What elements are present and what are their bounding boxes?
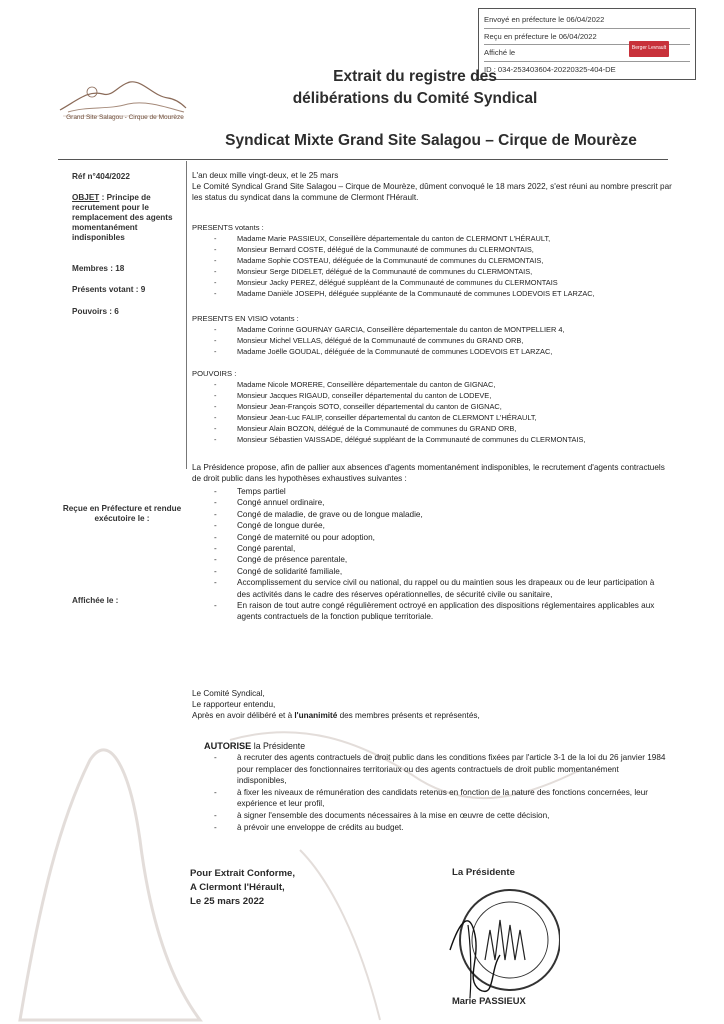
signatory-name: Marie PASSIEUX [452, 995, 526, 1006]
list-item: - Accomplissement du service civil ou national, du rappel ou du maintien sous les drapeaux ou de leur participation à des activités dans le cadre des réserves opérationnelles, de sécurité civile ou sanitaire, [192, 577, 672, 600]
reference-number: Réf n°404/2022 [72, 172, 130, 181]
visio-heading: PRESENTS EN VISIO votants : [192, 314, 299, 323]
extrait-line-2: A Clermont l'Hérault, [190, 882, 285, 893]
list-item: - Temps partiel [192, 486, 672, 497]
comite-line-1: Le Comité Syndical, [192, 689, 265, 698]
official-seal-icon [440, 880, 560, 1010]
intro-paragraph [192, 170, 672, 203]
list-item: - à recruter des agents contractuels de droit public dans les conditions fixées par l'article 3-1 de la loi du 26 janvier 1984 pour remplacer des fonctionnaires territoriaux ou des agents contractuels de droit public momentanément indisponibles, [192, 752, 672, 787]
proposition-paragraph: La Présidence propose, afin de pallier aux absences d'agents momentanément indisponibles, le recrutement d'agents contractuels de droit public dans les hypothèses exhaustives suivantes : [192, 463, 665, 483]
presents-section [192, 222, 672, 299]
list-item: - Monsieur Jean-Luc FALIP, conseiller départemental du canton de CLERMONT L'HÉRAULT, [192, 412, 672, 423]
berger-levrault-logo: Berger Levrault [629, 41, 669, 57]
visio-list [192, 324, 672, 357]
intro-text: Le Comité Syndical Grand Site Salagou – Cirque de Mourèze, dûment convoqué le 18 mars 2022, s'est réuni au nombre prescrit par les status du syndicat dans la commune de Clermont l'Hérault. [192, 182, 672, 202]
presents-count: Présents votant : 9 [72, 285, 146, 294]
list-item: - Madame Joëlle GOUDAL, déléguée de la Communauté de communes LODEVOIS ET LARZAC, [192, 346, 672, 357]
grand-site-logo [58, 70, 188, 132]
pouvoirs-list [192, 379, 672, 445]
pouvoirs-heading: POUVOIRS : [192, 369, 237, 378]
list-item: - Monsieur Alain BOZON, délégué de la Communauté de communes du GRAND ORB, [192, 423, 672, 434]
list-item: - Madame Sophie COSTEAU, déléguée de la Communauté de communes du CLERMONTAIS, [192, 255, 672, 266]
list-item: - Monsieur Jean-François SOTO, conseiller départemental du canton de GIGNAC, [192, 401, 672, 412]
list-item: - Monsieur Jacky PEREZ, délégué suppléant de la Communauté de communes du CLERMONTAIS [192, 277, 672, 288]
extrait-conforme [190, 867, 295, 909]
stamp-received: Reçu en préfecture le 06/04/2022 [484, 28, 690, 45]
cases-list [192, 486, 672, 623]
autorise-subject: la Présidente [251, 741, 306, 751]
recue-prefecture: Reçue en Préfecture et rendue exécutoire le : [62, 504, 182, 523]
header-rule [58, 159, 668, 160]
list-item: - Monsieur Jacques RIGAUD, conseiller départemental du canton de LODEVE, [192, 390, 672, 401]
autorise-section [192, 741, 672, 833]
autorise-heading [192, 741, 672, 752]
list-item: - Monsieur Sébastien VAISSADE, délégué suppléant de la Communauté de communes du CLERMONTAIS, [192, 434, 672, 445]
objet-label: OBJET [72, 193, 100, 202]
comite-pre: Après en avoir délibéré et à [192, 711, 295, 720]
list-item: - Congé de longue durée, [192, 520, 672, 531]
list-item: - Congé annuel ordinaire, [192, 497, 672, 508]
presents-heading: PRESENTS votants : [192, 223, 264, 232]
list-item: - Monsieur Michel VELLAS, délégué de la Communauté de communes du GRAND ORB, [192, 335, 672, 346]
list-item: - Madame Corinne GOURNAY GARCIA, Conseillère départementale du canton de MONTPELLIER 4, [192, 324, 672, 335]
membres-count: Membres : 18 [72, 264, 125, 273]
column-divider [186, 161, 187, 469]
comite-paragraph [192, 688, 672, 721]
visio-section [192, 313, 672, 357]
list-item: - Madame Danièle JOSEPH, déléguée suppléante de la Communauté de communes LODEVOIS ET LARZAC, [192, 288, 672, 299]
extrait-line-3: Le 25 mars 2022 [190, 896, 265, 907]
list-item: - Madame Nicole MORERE, Conseillère départementale du canton de GIGNAC, [192, 379, 672, 390]
document-title [250, 66, 580, 110]
logo-caption: Grand Site Salagou - Cirque de Mourèze [66, 114, 184, 121]
list-item: - Congé de présence parentale, [192, 554, 672, 565]
pouvoirs-count: Pouvoirs : 6 [72, 307, 119, 316]
list-item: - Monsieur Serge DIDELET, délégué de la Communauté de communes du CLERMONTAIS, [192, 266, 672, 277]
autorise-verb: AUTORISE [204, 741, 252, 751]
stamp-posted: Affiché le [484, 44, 690, 61]
list-item: - Congé parental, [192, 543, 672, 554]
list-item: - Monsieur Bernard COSTE, délégué de la Communauté de communes du CLERMONTAIS, [192, 244, 672, 255]
title-line-1: Extrait du registre des [333, 68, 497, 85]
comite-line-2: Le rapporteur entendu, [192, 700, 276, 709]
autorise-list [192, 752, 672, 833]
list-item: - à signer l'ensemble des documents nécessaires à la mise en œuvre de cette décision, [192, 810, 672, 822]
list-item: - Madame Marie PASSIEUX, Conseillère départementale du canton de CLERMONT L'HÉRAULT, [192, 233, 672, 244]
comite-post: des membres présents et représentés, [337, 711, 480, 720]
list-item: - Congé de solidarité familiale, [192, 566, 672, 577]
intro-date: L'an deux mille vingt-deux, et le 25 mars [192, 171, 339, 180]
cases-section [192, 486, 672, 623]
presidente-label: La Présidente [452, 867, 515, 878]
extrait-line-1: Pour Extrait Conforme, [190, 868, 296, 879]
list-item: - Congé de maternité ou pour adoption, [192, 532, 672, 543]
list-item: - à fixer les niveaux de rémunération des candidats retenus en fonction de la nature des fonctions concernées, leur expérience et leur profil, [192, 787, 672, 810]
list-item: - Congé de maladie, de grave ou de longue maladie, [192, 509, 672, 520]
list-item: - à prévoir une enveloppe de crédits au budget. [192, 822, 672, 834]
stamp-sent: Envoyé en préfecture le 06/04/2022 [484, 15, 605, 24]
stamp-id: ID : 034-253403604-20220325-404-DE [484, 61, 690, 78]
list-item: - En raison de tout autre congé régulièrement octroyé en application des dispositions réglementaires applicables aux agents contractuels de la fonction publique territoriale. [192, 600, 672, 623]
pouvoirs-section [192, 368, 672, 445]
unanimite-text: l'unanimité [294, 711, 338, 720]
objet-block [72, 193, 182, 243]
objet-text: : Principe de recrutement pour le remplacement des agents momentanément indisponibles [72, 193, 173, 242]
affichee-label: Affichée le : [72, 596, 119, 605]
comite-line-3 [192, 710, 672, 721]
presents-list [192, 233, 672, 299]
syndicat-heading: Syndicat Mixte Grand Site Salagou – Cirque de Mourèze [225, 132, 637, 149]
title-line-2: délibérations du Comité Syndical [292, 90, 538, 107]
